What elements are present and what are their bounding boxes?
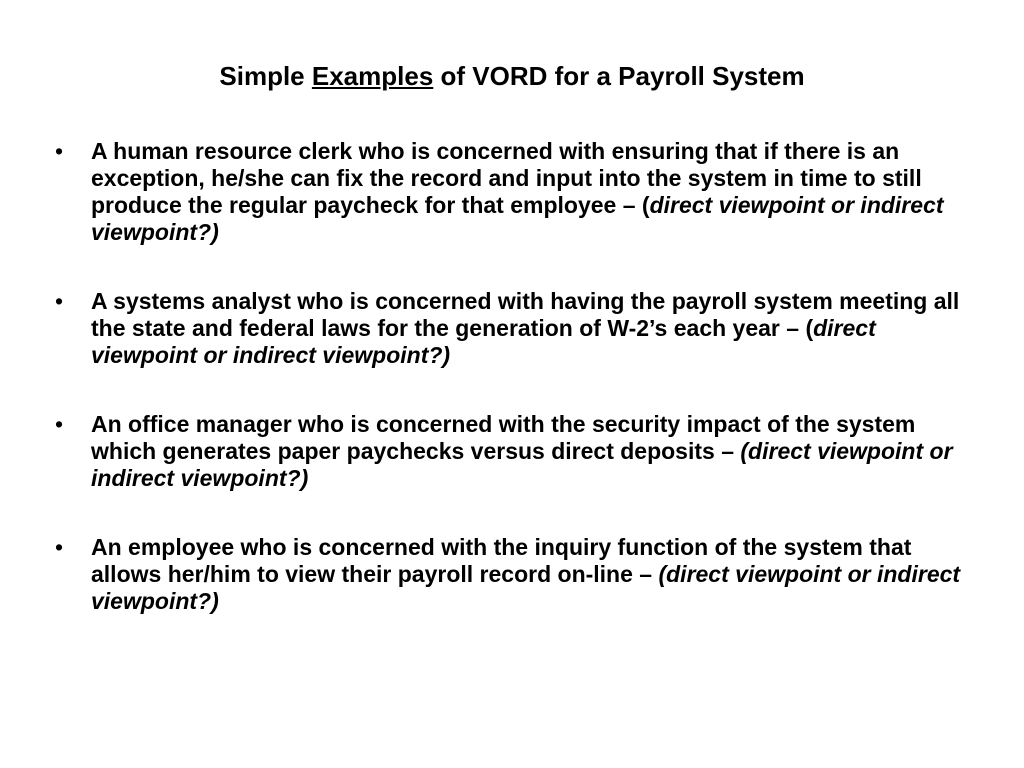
bullet-list bbox=[55, 138, 980, 657]
title-underlined-word: Examples bbox=[311, 61, 434, 91]
bullet-item-systems-analyst bbox=[55, 288, 980, 369]
bullet-item-office-manager bbox=[55, 411, 980, 492]
title-suffix: of VORD for a Payroll System bbox=[433, 61, 805, 91]
bullet-text: An employee who is concerned with the inquiry function of the system that allows her/him to view their payroll record on-line – bbox=[91, 534, 912, 587]
bullet-question: direct viewpoint or indirect viewpoint?) bbox=[91, 192, 944, 245]
bullet-question: (direct viewpoint or indirect viewpoint?) bbox=[91, 561, 961, 614]
bullet-item-hr-clerk bbox=[55, 138, 980, 246]
bullet-item-employee bbox=[55, 534, 980, 615]
bullet-dot-icon: • bbox=[55, 138, 64, 164]
bullet-question: (direct viewpoint or indirect viewpoint?) bbox=[91, 438, 953, 491]
bullet-text: A human resource clerk who is concerned with ensuring that if there is an exception, he/she can fix the record and input into the system in time to still produce the regular paycheck for that employee – ( bbox=[91, 138, 922, 218]
title-prefix: Simple bbox=[219, 61, 312, 91]
bullet-dot-icon: • bbox=[55, 411, 64, 437]
bullet-text: A systems analyst who is concerned with having the payroll system meeting all the state and federal laws for the generation of W-2’s each year – ( bbox=[91, 288, 960, 341]
bullet-dot-icon: • bbox=[55, 288, 64, 314]
bullet-dot-icon: • bbox=[55, 534, 64, 560]
slide-title bbox=[0, 56, 1024, 96]
bullet-question: direct viewpoint or indirect viewpoint?) bbox=[91, 315, 876, 368]
bullet-text: An office manager who is concerned with the security impact of the system which generates paper paychecks versus direct deposits – bbox=[91, 411, 916, 464]
